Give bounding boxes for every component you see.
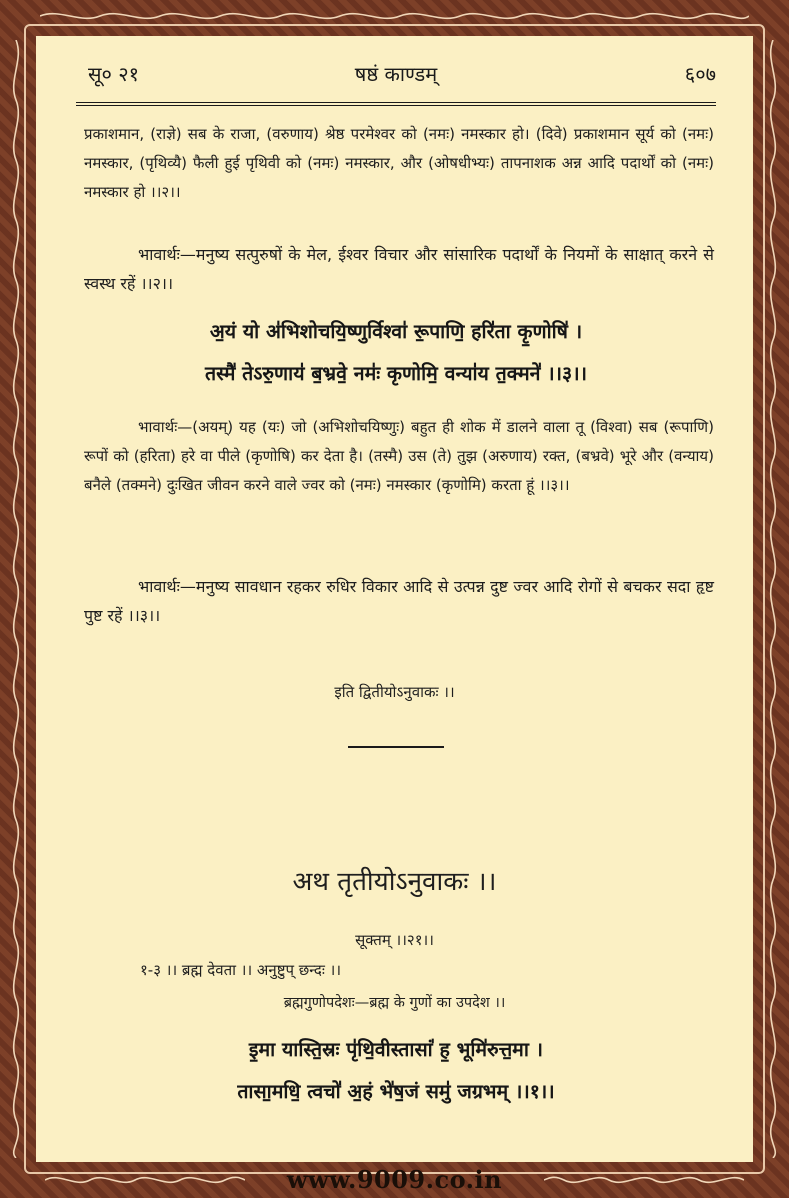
commentary-paragraph-2: प्रकाशमान, (राज्ञे) सब के राजा, (वरुणाय) श्रेष्ठ परमेश्वर को (नमः) नमस्कार हो। (दिवे) प्रकाशमान सूर्य को (नमः) नमस्कार, (पृथिव्यै) फैली हुई पृथिवी को (नमः) नमस्कार, और (ओषधीभ्यः) तापनाशक अन्न आदि पदार्थों को (नमः) नमस्कार हो ।।२।। [84, 125, 714, 201]
commentary-paragraph-3: भावार्थः—(अयम्) यह (यः) जो (अभिशोचयिष्णुः) बहुत ही शोक में डालने वाला तू (विश्वा) सब (रूपाणि) रूपों को (हरिता) हरे वा पीले (कृणोषि) कर देता है। (तस्मै) उस (ते) तुझ (अरुणाय) रक्त, (बभ्रवे) भूरे और (वन्याय) बनैले (तक्मने) दुःखित जीवन करने वाले ज्वर को (नमः) नमस्कार (कृणोमि) करता हूं ।।३।। [84, 418, 714, 494]
section-title: अथ तृतीयोऽनुवाकः ।। [292, 867, 497, 897]
top-ornament-icon [40, 6, 749, 26]
right-ornament-icon [763, 40, 783, 1158]
sukta-heading: सूक्तम् ।।२१।। [355, 931, 434, 949]
footer-ornament-right-icon [544, 1172, 744, 1188]
mantra-1-line-1: इ॒मा यास्ति॒स्रः पृ॑थि॒वीस्तासां॑ ह॒ भूमि॑रुत्त॒मा । [248, 1038, 544, 1061]
devata-line: १-३ ।। ब्रह्म देवता ।। अनुष्टुप् छन्दः ।। [140, 961, 342, 979]
left-ornament-icon [6, 40, 26, 1158]
sukta-number: सू० २१ [88, 62, 140, 86]
book-page [36, 36, 753, 1162]
mantra-1-line-2: तासा॒मधि॒ त्वचो॑ अ॒हं भे॑ष॒जं समु॑ जग्रभम् ।।१।। [237, 1080, 555, 1103]
header-divider [76, 102, 716, 106]
page-number: ६०७ [684, 62, 716, 86]
section-divider [348, 746, 444, 748]
mantra-3-line-1: अ॒यं यो अ॑भिशोचयि॒ष्णुर्विश्वा॑ रू॒पाणि॒ हरि॑ता कृ॒णोषि॑ । [209, 320, 583, 343]
anuvaka-end: इति द्वितीयोऽनुवाकः ।। [334, 683, 455, 701]
mantra-3-line-2: तस्मै॑ तेऽरु॒णाय॑ ब॒भ्रवे॒ नमः॑ कृणोमि॒ वन्या॑य त॒क्मने॑ ।।३।। [205, 362, 587, 385]
page-header [76, 58, 716, 88]
site-footer [0, 1163, 789, 1198]
upadesha-line: ब्रह्मगुणोपदेशः—ब्रह्म के गुणों का उपदेश ।। [283, 995, 506, 1011]
website-link[interactable]: www.9009.co.in [286, 1165, 503, 1194]
kanda-title: षष्ठं काण्डम् [354, 62, 438, 86]
bhavartha-2: भावार्थः—मनुष्य सत्पुरुषों के मेल, ईश्वर विचार और सांसारिक पदार्थों के नियमों के साक्षात् करने से स्वस्थ रहें ।।२।। [84, 245, 714, 293]
bhavartha-3: भावार्थः—मनुष्य सावधान रहकर रुधिर विकार आदि से उत्पन्न दुष्ट ज्वर आदि रोगों से बचकर सदा हृष्ट पुष्ट रहें ।।३।। [84, 577, 714, 625]
